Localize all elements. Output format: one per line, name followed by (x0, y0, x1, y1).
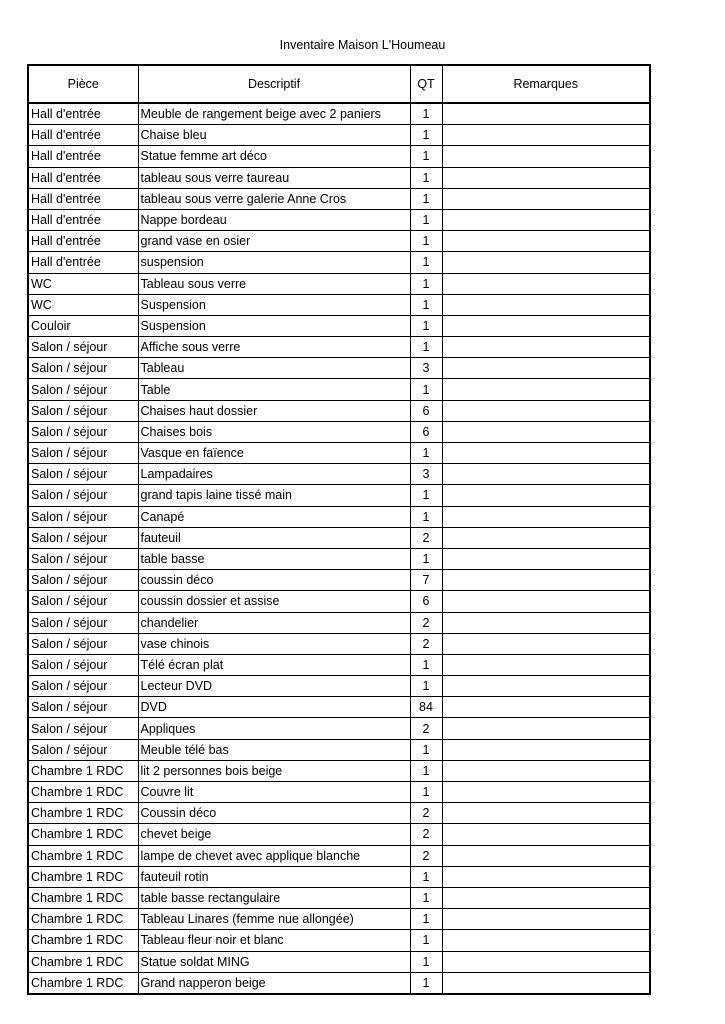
cell-remarques (442, 697, 650, 718)
cell-piece: Chambre 1 RDC (28, 803, 138, 824)
cell-descriptif: grand vase en osier (138, 231, 410, 252)
cell-remarques (442, 654, 650, 675)
cell-piece: Chambre 1 RDC (28, 782, 138, 803)
cell-remarques (442, 718, 650, 739)
cell-descriptif: table basse (138, 548, 410, 569)
cell-piece: WC (28, 273, 138, 294)
table-row (28, 824, 650, 845)
table-row (28, 909, 650, 930)
table-row (28, 930, 650, 951)
cell-remarques (442, 252, 650, 273)
cell-remarques (442, 760, 650, 781)
cell-remarques (442, 464, 650, 485)
cell-qt: 1 (410, 231, 442, 252)
cell-descriptif: Statue femme art déco (138, 146, 410, 167)
cell-piece: Salon / séjour (28, 633, 138, 654)
cell-remarques (442, 379, 650, 400)
cell-qt: 1 (410, 379, 442, 400)
cell-qt: 2 (410, 612, 442, 633)
cell-qt: 6 (410, 421, 442, 442)
cell-descriptif: Meuble télé bas (138, 739, 410, 760)
cell-qt: 1 (410, 930, 442, 951)
table-row (28, 591, 650, 612)
table-row (28, 760, 650, 781)
cell-piece: Salon / séjour (28, 506, 138, 527)
table-row (28, 103, 650, 125)
table-row (28, 146, 650, 167)
cell-qt: 1 (410, 209, 442, 230)
inventory-table (27, 64, 651, 995)
cell-qt: 1 (410, 252, 442, 273)
cell-qt: 1 (410, 315, 442, 336)
cell-remarques (442, 337, 650, 358)
cell-descriptif: Lampadaires (138, 464, 410, 485)
cell-piece: Hall d'entrée (28, 231, 138, 252)
cell-descriptif: coussin déco (138, 570, 410, 591)
table-row (28, 358, 650, 379)
cell-piece: Salon / séjour (28, 337, 138, 358)
cell-piece: Salon / séjour (28, 654, 138, 675)
cell-remarques (442, 866, 650, 887)
header-qt: QT (410, 65, 442, 103)
cell-piece: Chambre 1 RDC (28, 845, 138, 866)
cell-remarques (442, 294, 650, 315)
cell-qt: 2 (410, 633, 442, 654)
cell-qt: 1 (410, 548, 442, 569)
cell-qt: 84 (410, 697, 442, 718)
cell-piece: Chambre 1 RDC (28, 866, 138, 887)
table-row (28, 633, 650, 654)
cell-qt: 1 (410, 125, 442, 146)
cell-piece: WC (28, 294, 138, 315)
cell-remarques (442, 909, 650, 930)
cell-descriptif: coussin dossier et assise (138, 591, 410, 612)
table-row (28, 718, 650, 739)
cell-piece: Chambre 1 RDC (28, 951, 138, 972)
cell-piece: Salon / séjour (28, 739, 138, 760)
cell-remarques (442, 591, 650, 612)
cell-remarques (442, 548, 650, 569)
table-row (28, 951, 650, 972)
cell-piece: Chambre 1 RDC (28, 887, 138, 908)
cell-qt: 2 (410, 718, 442, 739)
cell-descriptif: Tableau Linares (femme nue allongée) (138, 909, 410, 930)
table-row (28, 294, 650, 315)
table-row (28, 654, 650, 675)
cell-piece: Chambre 1 RDC (28, 930, 138, 951)
cell-qt: 1 (410, 337, 442, 358)
cell-qt: 1 (410, 909, 442, 930)
cell-descriptif: Table (138, 379, 410, 400)
cell-descriptif: chevet beige (138, 824, 410, 845)
cell-qt: 1 (410, 103, 442, 125)
table-row (28, 167, 650, 188)
cell-qt: 1 (410, 485, 442, 506)
cell-piece: Salon / séjour (28, 400, 138, 421)
cell-remarques (442, 887, 650, 908)
cell-descriptif: lampe de chevet avec applique blanche (138, 845, 410, 866)
cell-piece: Salon / séjour (28, 421, 138, 442)
cell-remarques (442, 315, 650, 336)
cell-remarques (442, 209, 650, 230)
cell-remarques (442, 273, 650, 294)
table-row (28, 443, 650, 464)
cell-descriptif: fauteuil rotin (138, 866, 410, 887)
cell-remarques (442, 506, 650, 527)
table-row (28, 485, 650, 506)
cell-qt: 1 (410, 760, 442, 781)
document-title: Inventaire Maison L'Houmeau (279, 38, 446, 52)
cell-descriptif: chandelier (138, 612, 410, 633)
table-row (28, 315, 650, 336)
table-row (28, 400, 650, 421)
cell-piece: Hall d'entrée (28, 103, 138, 125)
cell-descriptif: Vasque en faïence (138, 443, 410, 464)
cell-piece: Couloir (28, 315, 138, 336)
table-row (28, 612, 650, 633)
cell-descriptif: lit 2 personnes bois beige (138, 760, 410, 781)
table-row (28, 782, 650, 803)
cell-qt: 1 (410, 887, 442, 908)
cell-descriptif: grand tapis laine tissé main (138, 485, 410, 506)
cell-qt: 1 (410, 273, 442, 294)
table-row (28, 273, 650, 294)
cell-remarques (442, 358, 650, 379)
table-row (28, 252, 650, 273)
cell-remarques (442, 612, 650, 633)
table-row (28, 337, 650, 358)
cell-descriptif: Télé écran plat (138, 654, 410, 675)
cell-piece: Hall d'entrée (28, 209, 138, 230)
cell-piece: Salon / séjour (28, 464, 138, 485)
cell-piece: Hall d'entrée (28, 252, 138, 273)
cell-remarques (442, 167, 650, 188)
cell-piece: Chambre 1 RDC (28, 824, 138, 845)
cell-remarques (442, 485, 650, 506)
cell-qt: 1 (410, 739, 442, 760)
cell-remarques (442, 146, 650, 167)
cell-descriptif: vase chinois (138, 633, 410, 654)
cell-descriptif: Chaise bleu (138, 125, 410, 146)
cell-remarques (442, 443, 650, 464)
cell-descriptif: Tableau sous verre (138, 273, 410, 294)
table-row (28, 866, 650, 887)
cell-qt: 1 (410, 188, 442, 209)
cell-qt: 3 (410, 464, 442, 485)
cell-descriptif: Chaises bois (138, 421, 410, 442)
cell-qt: 1 (410, 167, 442, 188)
cell-piece: Salon / séjour (28, 358, 138, 379)
cell-remarques (442, 103, 650, 125)
cell-remarques (442, 633, 650, 654)
cell-piece: Chambre 1 RDC (28, 760, 138, 781)
table-row (28, 697, 650, 718)
table-row (28, 676, 650, 697)
table-row (28, 548, 650, 569)
table-row (28, 887, 650, 908)
header-descriptif: Descriptif (138, 65, 410, 103)
cell-remarques (442, 231, 650, 252)
table-row (28, 739, 650, 760)
cell-qt: 1 (410, 506, 442, 527)
cell-descriptif: Canapé (138, 506, 410, 527)
cell-remarques (442, 188, 650, 209)
cell-descriptif: fauteuil (138, 527, 410, 548)
header-remarques: Remarques (442, 65, 650, 103)
cell-qt: 2 (410, 803, 442, 824)
cell-piece: Hall d'entrée (28, 167, 138, 188)
cell-descriptif: Affiche sous verre (138, 337, 410, 358)
cell-descriptif: Lecteur DVD (138, 676, 410, 697)
cell-piece: Chambre 1 RDC (28, 972, 138, 994)
table-row (28, 209, 650, 230)
cell-remarques (442, 125, 650, 146)
cell-descriptif: Statue soldat MING (138, 951, 410, 972)
cell-descriptif: Coussin déco (138, 803, 410, 824)
cell-qt: 1 (410, 294, 442, 315)
cell-qt: 6 (410, 400, 442, 421)
cell-descriptif: Nappe bordeau (138, 209, 410, 230)
cell-piece: Salon / séjour (28, 527, 138, 548)
table-row (28, 188, 650, 209)
table-row (28, 803, 650, 824)
cell-qt: 2 (410, 527, 442, 548)
cell-descriptif: Tableau fleur noir et blanc (138, 930, 410, 951)
cell-descriptif: Suspension (138, 315, 410, 336)
cell-descriptif: tableau sous verre galerie Anne Cros (138, 188, 410, 209)
cell-remarques (442, 676, 650, 697)
cell-qt: 6 (410, 591, 442, 612)
cell-remarques (442, 824, 650, 845)
cell-piece: Salon / séjour (28, 548, 138, 569)
cell-qt: 2 (410, 824, 442, 845)
cell-descriptif: Meuble de rangement beige avec 2 paniers (138, 103, 410, 125)
cell-piece: Salon / séjour (28, 485, 138, 506)
header-piece: Pièce (28, 65, 138, 103)
cell-remarques (442, 527, 650, 548)
cell-remarques (442, 972, 650, 994)
cell-piece: Salon / séjour (28, 379, 138, 400)
table-row (28, 527, 650, 548)
cell-qt: 2 (410, 845, 442, 866)
cell-qt: 1 (410, 951, 442, 972)
cell-descriptif: tableau sous verre taureau (138, 167, 410, 188)
cell-remarques (442, 400, 650, 421)
cell-remarques (442, 803, 650, 824)
cell-piece: Chambre 1 RDC (28, 909, 138, 930)
table-row (28, 570, 650, 591)
cell-remarques (442, 845, 650, 866)
cell-remarques (442, 739, 650, 760)
cell-descriptif: Suspension (138, 294, 410, 315)
cell-descriptif: Couvre lit (138, 782, 410, 803)
cell-descriptif: table basse rectangulaire (138, 887, 410, 908)
cell-piece: Salon / séjour (28, 443, 138, 464)
table-row (28, 231, 650, 252)
cell-qt: 1 (410, 676, 442, 697)
cell-descriptif: Grand napperon beige (138, 972, 410, 994)
cell-piece: Hall d'entrée (28, 146, 138, 167)
cell-qt: 1 (410, 782, 442, 803)
cell-remarques (442, 570, 650, 591)
cell-qt: 1 (410, 146, 442, 167)
cell-piece: Salon / séjour (28, 612, 138, 633)
cell-piece: Salon / séjour (28, 697, 138, 718)
cell-qt: 7 (410, 570, 442, 591)
cell-piece: Salon / séjour (28, 676, 138, 697)
table-row (28, 125, 650, 146)
table-row (28, 379, 650, 400)
cell-remarques (442, 421, 650, 442)
cell-qt: 1 (410, 866, 442, 887)
cell-remarques (442, 782, 650, 803)
table-row (28, 506, 650, 527)
cell-qt: 3 (410, 358, 442, 379)
table-row (28, 845, 650, 866)
cell-qt: 1 (410, 443, 442, 464)
table-row (28, 972, 650, 994)
cell-descriptif: DVD (138, 697, 410, 718)
cell-qt: 1 (410, 972, 442, 994)
table-row (28, 464, 650, 485)
header-row (28, 65, 650, 103)
cell-descriptif: suspension (138, 252, 410, 273)
table-row (28, 421, 650, 442)
cell-remarques (442, 930, 650, 951)
cell-remarques (442, 951, 650, 972)
cell-descriptif: Appliques (138, 718, 410, 739)
cell-descriptif: Tableau (138, 358, 410, 379)
cell-descriptif: Chaises haut dossier (138, 400, 410, 421)
cell-piece: Hall d'entrée (28, 125, 138, 146)
cell-piece: Salon / séjour (28, 570, 138, 591)
cell-piece: Salon / séjour (28, 591, 138, 612)
cell-piece: Salon / séjour (28, 718, 138, 739)
cell-piece: Hall d'entrée (28, 188, 138, 209)
cell-qt: 1 (410, 654, 442, 675)
